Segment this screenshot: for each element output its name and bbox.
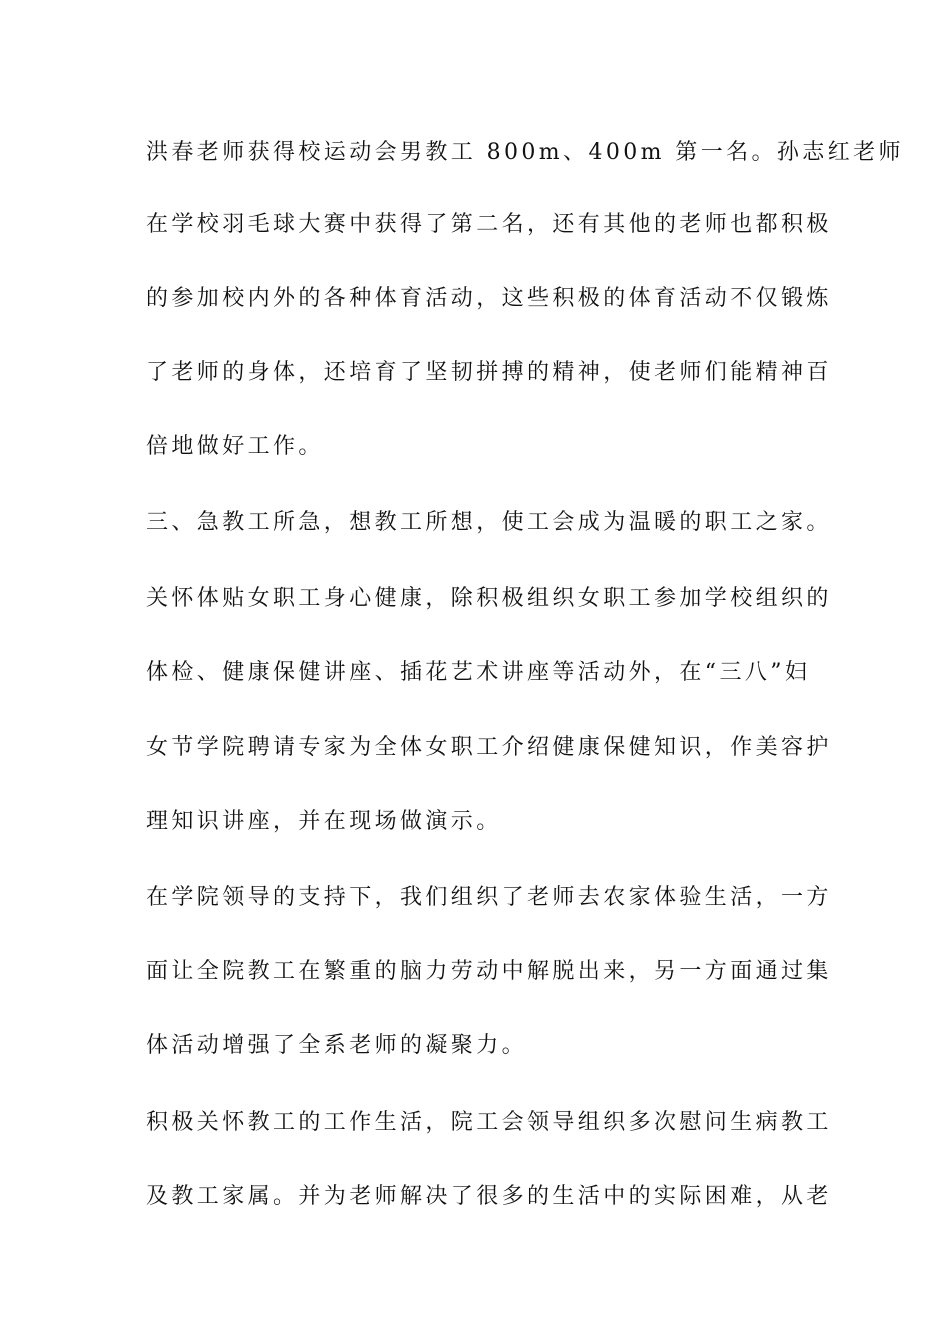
- text-line-12: 面让全院教工在繁重的脑力劳动中解脱出来，另一方面通过集: [146, 959, 832, 984]
- section-heading: 三、急教工所急，想教工所想，使工会成为温暖的职工之家。: [146, 510, 832, 535]
- text-line-10: 理知识讲座，并在现场做演示。: [146, 809, 502, 834]
- text-line-2: 在学校羽毛球大赛中获得了第二名，还有其他的老师也都积极: [146, 212, 832, 237]
- text-line-1: 洪春老师获得校运动会男教工 800m、400m 第一名。孙志红老师: [146, 140, 904, 165]
- text-line-11: 在学院领导的支持下，我们组织了老师去农家体验生活，一方: [146, 885, 832, 910]
- text-line-8: 体检、健康保健讲座、插花艺术讲座等活动外，在“三八”妇: [146, 660, 811, 685]
- text-line-5: 倍地做好工作。: [146, 434, 324, 459]
- text-line-9: 女节学院聘请专家为全体女职工介绍健康保健知识，作美容护: [146, 735, 832, 760]
- text-line-14: 积极关怀教工的工作生活，院工会领导组织多次慰问生病教工: [146, 1110, 832, 1135]
- text-line-15: 及教工家属。并为老师解决了很多的生活中的实际困难，从老: [146, 1184, 832, 1209]
- text-line-7: 关怀体贴女职工身心健康，除积极组织女职工参加学校组织的: [146, 586, 832, 611]
- text-line-4: 了老师的身体，还培育了坚韧拼搏的精神，使老师们能精神百: [146, 360, 832, 385]
- text-line-13: 体活动增强了全系老师的凝聚力。: [146, 1033, 528, 1058]
- text-line-3: 的参加校内外的各种体育活动，这些积极的体育活动不仅锻炼: [146, 286, 832, 311]
